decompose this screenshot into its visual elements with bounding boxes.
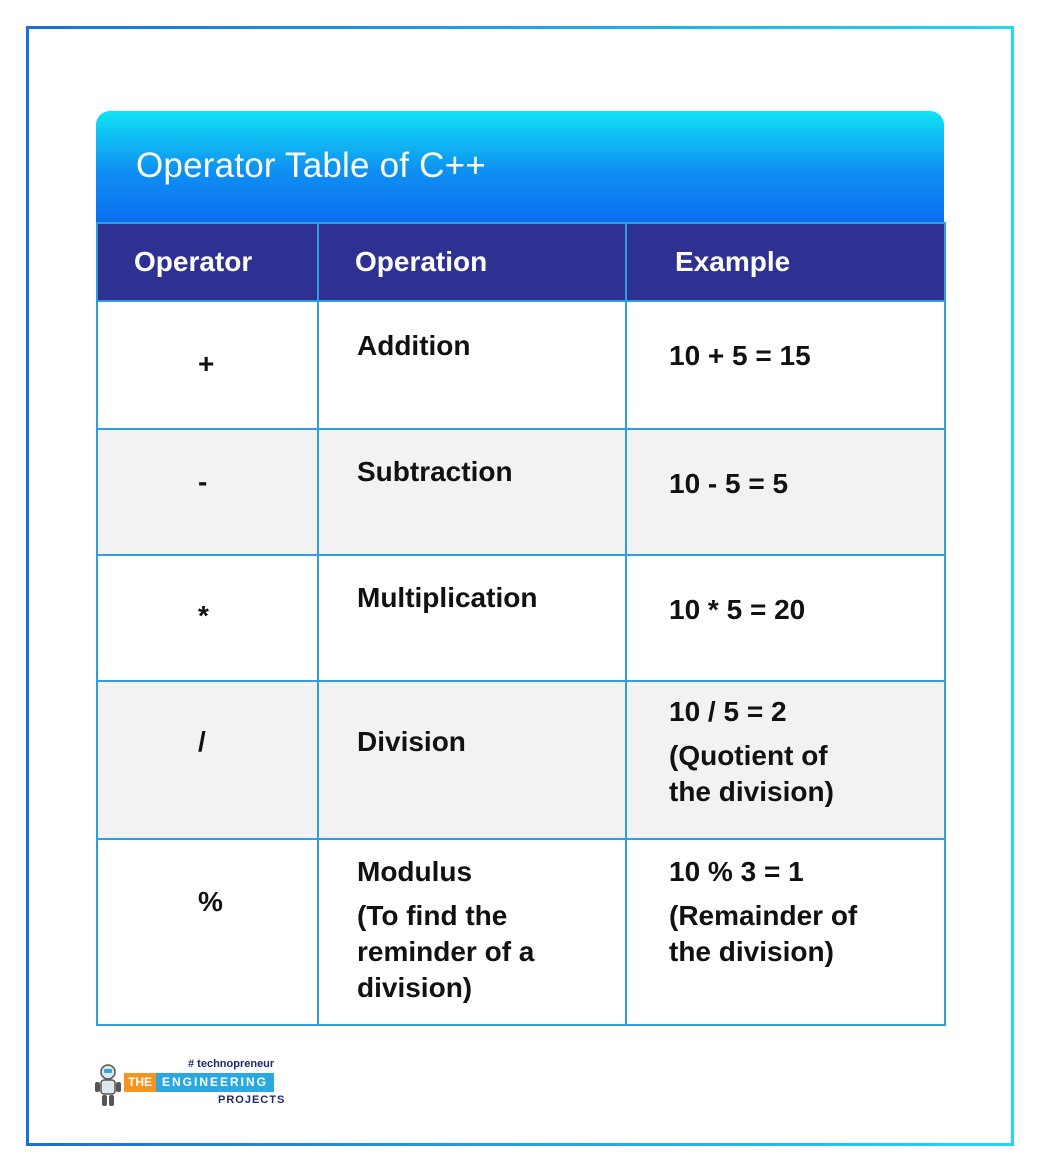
operator-cell — [97, 429, 318, 555]
example-expression: 10 + 5 = 15 — [669, 340, 811, 371]
logo-the: THE — [124, 1073, 156, 1092]
operation-cell — [318, 839, 626, 1025]
operation-name: Modulus — [357, 856, 473, 887]
example-cell — [626, 555, 945, 681]
example-note: (Remainder of the division) — [669, 900, 858, 967]
example-expression: 10 % 3 = 1 — [669, 856, 804, 887]
table-row — [97, 555, 945, 681]
operation-name: Addition — [357, 330, 471, 361]
table-row — [97, 429, 945, 555]
table-row — [97, 681, 945, 839]
operator-symbol: * — [198, 600, 209, 631]
logo-engineering: ENGINEERING — [156, 1073, 274, 1092]
operator-symbol: / — [198, 726, 206, 757]
operator-cell — [97, 301, 318, 429]
operator-cell — [97, 839, 318, 1025]
column-header-operation: Operation — [318, 223, 626, 301]
operator-table — [96, 222, 946, 1026]
example-cell — [626, 301, 945, 429]
header-row — [97, 223, 945, 301]
robot-icon — [92, 1062, 124, 1108]
example-expression: 10 * 5 = 20 — [669, 594, 806, 625]
example-cell — [626, 839, 945, 1025]
operation-note: (To find the reminder of a division) — [357, 900, 535, 1003]
column-header-example: Example — [626, 223, 945, 301]
operation-cell — [318, 429, 626, 555]
operation-name: Subtraction — [357, 456, 513, 487]
operation-cell — [318, 301, 626, 429]
column-header-operator: Operator — [97, 223, 318, 301]
operator-symbol: % — [198, 886, 223, 917]
title-bar — [96, 111, 944, 222]
example-note: (Quotient of the division) — [669, 740, 834, 807]
operator-symbol: + — [198, 348, 215, 379]
table-row — [97, 301, 945, 429]
operator-table-card — [96, 111, 944, 1026]
operation-name: Multiplication — [357, 582, 538, 613]
engineering-projects-logo — [88, 1056, 288, 1112]
example-cell — [626, 429, 945, 555]
logo-wordmark — [124, 1073, 274, 1092]
logo-projects: PROJECTS — [218, 1094, 286, 1106]
operation-cell — [318, 681, 626, 839]
operator-cell — [97, 555, 318, 681]
example-cell — [626, 681, 945, 839]
table-row — [97, 839, 945, 1025]
operation-cell — [318, 555, 626, 681]
example-expression: 10 - 5 = 5 — [669, 468, 789, 499]
operator-cell — [97, 681, 318, 839]
operator-symbol: - — [198, 466, 208, 497]
table-title: Operator Table of C++ — [136, 145, 486, 185]
operation-name: Division — [357, 726, 466, 757]
example-expression: 10 / 5 = 2 — [669, 696, 787, 727]
logo-tagline: # technopreneur — [188, 1058, 275, 1070]
